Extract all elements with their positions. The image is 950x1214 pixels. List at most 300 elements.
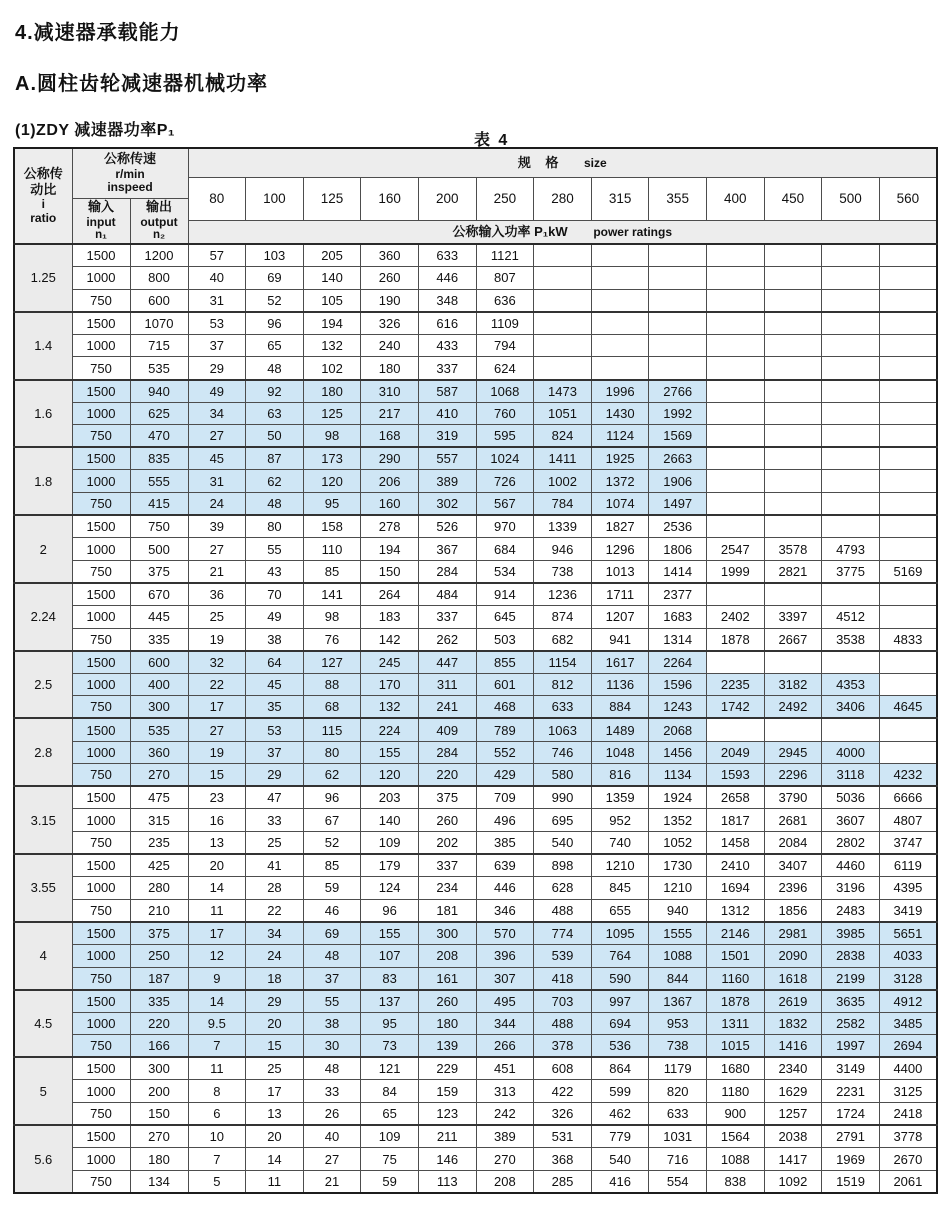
power-cell: 1015 <box>707 1035 765 1058</box>
power-cell: 5036 <box>822 786 880 809</box>
power-cell: 37 <box>303 967 361 990</box>
power-cell: 2483 <box>822 899 880 922</box>
header-output-en: output <box>140 214 178 229</box>
power-cell <box>764 515 822 538</box>
ratio-cell: 2.24 <box>14 583 72 651</box>
power-cell <box>879 244 937 267</box>
section-label: (1)ZDY 减速器功率P₁ <box>15 122 176 139</box>
input-speed-cell: 1000 <box>72 944 130 967</box>
page-title: 4.减速器承载能力 <box>15 22 181 44</box>
header-speed-en: inspeed <box>107 180 153 195</box>
power-cell: 132 <box>303 334 361 357</box>
power-cell: 1372 <box>591 470 649 493</box>
table-row <box>14 990 937 1013</box>
power-cell: 96 <box>303 786 361 809</box>
power-cell: 83 <box>361 967 419 990</box>
input-speed-cell: 1500 <box>72 312 130 335</box>
power-cell: 337 <box>418 357 476 380</box>
power-cell: 2231 <box>822 1080 880 1103</box>
power-cell: 418 <box>534 967 592 990</box>
power-cell: 137 <box>361 990 419 1013</box>
power-cell: 190 <box>361 289 419 312</box>
input-speed-cell: 1000 <box>72 267 130 290</box>
power-cell: 29 <box>246 990 304 1013</box>
header-size-400: 400 <box>707 177 765 220</box>
power-cell: 25 <box>246 1057 304 1080</box>
header-input-en: input <box>86 214 116 229</box>
power-cell: 2410 <box>707 854 765 877</box>
power-cell: 4807 <box>879 809 937 832</box>
power-cell: 98 <box>303 606 361 629</box>
power-cell: 484 <box>418 583 476 606</box>
power-cell <box>879 493 937 516</box>
power-cell: 20 <box>246 1012 304 1035</box>
power-cell: 346 <box>476 899 534 922</box>
power-cell <box>764 312 822 335</box>
power-cell: 855 <box>476 651 534 674</box>
power-cell <box>649 357 707 380</box>
power-cell <box>591 267 649 290</box>
output-speed-cell: 535 <box>130 718 188 741</box>
power-cell: 55 <box>246 538 304 561</box>
power-cell: 241 <box>418 696 476 719</box>
power-cell: 84 <box>361 1080 419 1103</box>
ratio-cell: 1.4 <box>14 312 72 380</box>
power-cell: 1154 <box>534 651 592 674</box>
power-cell: 38 <box>303 1012 361 1035</box>
power-cell <box>822 470 880 493</box>
table-row <box>14 786 937 809</box>
power-cell: 970 <box>476 515 534 538</box>
power-cell: 1694 <box>707 877 765 900</box>
table-body <box>14 244 937 1193</box>
table-row <box>14 831 937 854</box>
power-cell: 1095 <box>591 922 649 945</box>
power-cell: 534 <box>476 560 534 583</box>
power-cell: 173 <box>303 447 361 470</box>
power-cell: 554 <box>649 1170 707 1193</box>
power-cell: 158 <box>303 515 361 538</box>
power-cell <box>822 312 880 335</box>
power-cell: 488 <box>534 899 592 922</box>
power-cell: 102 <box>303 357 361 380</box>
power-cell <box>764 244 822 267</box>
power-cell: 1031 <box>649 1125 707 1148</box>
table-row <box>14 922 937 945</box>
input-speed-cell: 1500 <box>72 515 130 538</box>
power-cell: 140 <box>303 267 361 290</box>
header-size-100: 100 <box>246 177 304 220</box>
power-cell: 488 <box>534 1012 592 1035</box>
power-cell <box>879 651 937 674</box>
power-cell: 1063 <box>534 718 592 741</box>
power-cell: 53 <box>246 718 304 741</box>
header-speed <box>72 148 188 198</box>
power-cell: 1817 <box>707 809 765 832</box>
power-cell: 599 <box>591 1080 649 1103</box>
power-cell <box>879 515 937 538</box>
power-cell: 1555 <box>649 922 707 945</box>
power-cell: 1832 <box>764 1012 822 1035</box>
power-cell: 360 <box>361 244 419 267</box>
power-cell: 69 <box>303 922 361 945</box>
power-cell: 194 <box>303 312 361 335</box>
power-cell: 245 <box>361 651 419 674</box>
power-cell: 898 <box>534 854 592 877</box>
output-speed-cell: 600 <box>130 651 188 674</box>
header-output-zh: 输出 <box>146 199 173 215</box>
power-cell: 1878 <box>707 628 765 651</box>
power-cell: 38 <box>246 628 304 651</box>
power-cell: 429 <box>476 764 534 787</box>
output-speed-cell: 315 <box>130 809 188 832</box>
power-cell: 682 <box>534 628 592 651</box>
header-size-200: 200 <box>418 177 476 220</box>
power-cell: 31 <box>188 470 246 493</box>
power-cell: 127 <box>303 651 361 674</box>
output-speed-cell: 535 <box>130 357 188 380</box>
power-cell: 63 <box>246 402 304 425</box>
table-row <box>14 944 937 967</box>
power-cell: 5651 <box>879 922 937 945</box>
power-cell: 10 <box>188 1125 246 1148</box>
output-speed-cell: 360 <box>130 741 188 764</box>
power-cell: 80 <box>246 515 304 538</box>
power-cell: 140 <box>361 809 419 832</box>
power-cell: 132 <box>361 696 419 719</box>
ratio-cell: 5 <box>14 1057 72 1125</box>
power-cell: 2199 <box>822 967 880 990</box>
power-cell: 3407 <box>764 854 822 877</box>
power-cell: 462 <box>591 1103 649 1126</box>
output-speed-cell: 335 <box>130 990 188 1013</box>
power-cell: 940 <box>649 899 707 922</box>
power-cell: 98 <box>303 425 361 448</box>
power-cell <box>822 357 880 380</box>
power-cell <box>764 357 822 380</box>
power-cell: 1730 <box>649 854 707 877</box>
input-speed-cell: 750 <box>72 628 130 651</box>
header-size-250: 250 <box>476 177 534 220</box>
power-cell: 624 <box>476 357 534 380</box>
power-cell: 1430 <box>591 402 649 425</box>
power-cell: 344 <box>476 1012 534 1035</box>
power-cell <box>591 334 649 357</box>
power-cell <box>591 244 649 267</box>
power-cell: 764 <box>591 944 649 967</box>
power-cell: 3790 <box>764 786 822 809</box>
power-cell <box>534 357 592 380</box>
power-cell <box>879 289 937 312</box>
power-cell: 900 <box>707 1103 765 1126</box>
power-cell: 1367 <box>649 990 707 1013</box>
power-cell <box>879 673 937 696</box>
power-cell: 495 <box>476 990 534 1013</box>
power-cell: 567 <box>476 493 534 516</box>
power-cell: 220 <box>418 764 476 787</box>
power-cell: 85 <box>303 560 361 583</box>
header-power-strip <box>188 220 937 244</box>
ratio-cell: 1.6 <box>14 380 72 448</box>
table-row <box>14 267 937 290</box>
ratio-cell: 4.5 <box>14 990 72 1058</box>
power-cell: 48 <box>303 1057 361 1080</box>
power-cell: 65 <box>246 334 304 357</box>
power-cell: 9 <box>188 967 246 990</box>
power-cell <box>879 334 937 357</box>
power-cell: 285 <box>534 1170 592 1193</box>
power-cell: 1806 <box>649 538 707 561</box>
power-cell: 655 <box>591 899 649 922</box>
input-speed-cell: 1500 <box>72 718 130 741</box>
power-cell: 738 <box>649 1035 707 1058</box>
table-row <box>14 718 937 741</box>
power-cell <box>591 289 649 312</box>
power-cell: 17 <box>246 1080 304 1103</box>
power-cell <box>707 470 765 493</box>
power-cell: 2090 <box>764 944 822 967</box>
power-cell: 262 <box>418 628 476 651</box>
table-row <box>14 967 937 990</box>
output-speed-cell: 180 <box>130 1148 188 1171</box>
power-cell: 27 <box>303 1148 361 1171</box>
power-cell: 7 <box>188 1035 246 1058</box>
power-cell: 260 <box>418 809 476 832</box>
power-cell: 25 <box>246 831 304 854</box>
power-cell: 302 <box>418 493 476 516</box>
power-cell: 628 <box>534 877 592 900</box>
power-cell: 1121 <box>476 244 534 267</box>
power-cell: 88 <box>303 673 361 696</box>
power-cell: 23 <box>188 786 246 809</box>
power-cell <box>707 515 765 538</box>
power-cell: 45 <box>188 447 246 470</box>
power-cell: 1013 <box>591 560 649 583</box>
table-row <box>14 899 937 922</box>
power-cell: 183 <box>361 606 419 629</box>
power-cell: 645 <box>476 606 534 629</box>
power-cell: 107 <box>361 944 419 967</box>
power-cell: 64 <box>246 651 304 674</box>
output-speed-cell: 1200 <box>130 244 188 267</box>
power-cell <box>822 651 880 674</box>
power-cell: 1257 <box>764 1103 822 1126</box>
power-cell: 824 <box>534 425 592 448</box>
power-cell: 590 <box>591 967 649 990</box>
power-cell: 1068 <box>476 380 534 403</box>
power-ratings-table <box>13 147 938 1194</box>
power-cell <box>649 267 707 290</box>
power-cell: 29 <box>188 357 246 380</box>
power-cell <box>879 267 937 290</box>
power-cell: 15 <box>246 1035 304 1058</box>
power-cell: 1497 <box>649 493 707 516</box>
power-cell: 774 <box>534 922 592 945</box>
power-cell: 684 <box>476 538 534 561</box>
power-cell: 8 <box>188 1080 246 1103</box>
output-speed-cell: 415 <box>130 493 188 516</box>
output-speed-cell: 1070 <box>130 312 188 335</box>
power-cell <box>764 651 822 674</box>
power-cell: 1002 <box>534 470 592 493</box>
power-cell: 1473 <box>534 380 592 403</box>
power-cell: 31 <box>188 289 246 312</box>
power-cell: 348 <box>418 289 476 312</box>
power-cell: 264 <box>361 583 419 606</box>
power-cell <box>822 515 880 538</box>
power-cell: 337 <box>418 606 476 629</box>
power-cell <box>764 402 822 425</box>
power-cell: 997 <box>591 990 649 1013</box>
power-cell: 53 <box>188 312 246 335</box>
power-cell <box>649 312 707 335</box>
table-row <box>14 1035 937 1058</box>
power-cell: 34 <box>246 922 304 945</box>
power-cell: 2264 <box>649 651 707 674</box>
power-cell: 375 <box>418 786 476 809</box>
power-cell: 36 <box>188 583 246 606</box>
power-cell: 4000 <box>822 741 880 764</box>
power-cell: 1827 <box>591 515 649 538</box>
output-speed-cell: 270 <box>130 1125 188 1148</box>
power-cell: 389 <box>476 1125 534 1148</box>
power-cell: 409 <box>418 718 476 741</box>
table-row <box>14 1057 937 1080</box>
power-cell: 3149 <box>822 1057 880 1080</box>
power-cell <box>822 425 880 448</box>
output-speed-cell: 750 <box>130 515 188 538</box>
table-row <box>14 493 937 516</box>
power-cell: 536 <box>591 1035 649 1058</box>
input-speed-cell: 750 <box>72 899 130 922</box>
power-cell <box>764 334 822 357</box>
table-row <box>14 425 937 448</box>
input-speed-cell: 750 <box>72 289 130 312</box>
power-cell: 447 <box>418 651 476 674</box>
power-cell: 946 <box>534 538 592 561</box>
power-cell: 181 <box>418 899 476 922</box>
power-cell: 2418 <box>879 1103 937 1126</box>
output-speed-cell: 210 <box>130 899 188 922</box>
power-cell: 2667 <box>764 628 822 651</box>
output-speed-cell: 300 <box>130 1057 188 1080</box>
power-cell <box>764 447 822 470</box>
output-speed-cell: 250 <box>130 944 188 967</box>
input-speed-cell: 1000 <box>72 402 130 425</box>
power-cell <box>707 289 765 312</box>
input-speed-cell: 750 <box>72 425 130 448</box>
header-power-en: power ratings <box>593 224 672 239</box>
output-speed-cell: 670 <box>130 583 188 606</box>
power-cell: 1180 <box>707 1080 765 1103</box>
power-cell: 180 <box>361 357 419 380</box>
header-size-500: 500 <box>822 177 880 220</box>
power-cell <box>764 583 822 606</box>
table-row <box>14 515 937 538</box>
power-cell: 1906 <box>649 470 707 493</box>
power-cell <box>707 380 765 403</box>
power-cell: 1924 <box>649 786 707 809</box>
input-speed-cell: 1500 <box>72 786 130 809</box>
power-cell: 468 <box>476 696 534 719</box>
power-cell: 1969 <box>822 1148 880 1171</box>
power-cell: 1296 <box>591 538 649 561</box>
power-cell: 12 <box>188 944 246 967</box>
power-cell: 3406 <box>822 696 880 719</box>
power-cell <box>649 334 707 357</box>
power-cell: 18 <box>246 967 304 990</box>
power-cell <box>649 289 707 312</box>
power-cell: 884 <box>591 696 649 719</box>
power-cell: 608 <box>534 1057 592 1080</box>
power-cell <box>707 334 765 357</box>
power-cell: 9.5 <box>188 1012 246 1035</box>
ratio-cell: 2 <box>14 515 72 583</box>
power-cell: 155 <box>361 741 419 764</box>
power-cell: 150 <box>361 560 419 583</box>
power-cell: 1136 <box>591 673 649 696</box>
power-cell: 70 <box>246 583 304 606</box>
power-cell <box>879 538 937 561</box>
power-cell: 1109 <box>476 312 534 335</box>
power-cell: 633 <box>649 1103 707 1126</box>
power-cell: 3196 <box>822 877 880 900</box>
power-cell: 446 <box>418 267 476 290</box>
power-cell: 109 <box>361 831 419 854</box>
power-cell <box>707 447 765 470</box>
power-cell: 1311 <box>707 1012 765 1035</box>
power-cell: 446 <box>476 877 534 900</box>
power-cell: 47 <box>246 786 304 809</box>
power-cell <box>764 470 822 493</box>
power-cell: 55 <box>303 990 361 1013</box>
power-cell <box>822 289 880 312</box>
power-cell: 234 <box>418 877 476 900</box>
table-row <box>14 673 937 696</box>
section-row <box>13 117 937 149</box>
power-cell: 4395 <box>879 877 937 900</box>
power-cell: 4232 <box>879 764 937 787</box>
power-cell: 21 <box>188 560 246 583</box>
power-cell: 40 <box>303 1125 361 1148</box>
power-cell: 17 <box>188 922 246 945</box>
output-speed-cell: 280 <box>130 877 188 900</box>
power-cell: 1925 <box>591 447 649 470</box>
power-cell: 27 <box>188 538 246 561</box>
power-cell: 242 <box>476 1103 534 1126</box>
power-cell: 952 <box>591 809 649 832</box>
power-cell: 103 <box>246 244 304 267</box>
power-cell: 1048 <box>591 741 649 764</box>
power-cell: 284 <box>418 741 476 764</box>
power-cell: 2945 <box>764 741 822 764</box>
power-cell <box>707 357 765 380</box>
power-cell: 531 <box>534 1125 592 1148</box>
power-cell: 14 <box>188 877 246 900</box>
power-cell: 6119 <box>879 854 937 877</box>
power-cell: 2802 <box>822 831 880 854</box>
power-cell: 11 <box>246 1170 304 1193</box>
power-cell <box>707 493 765 516</box>
power-cell: 1593 <box>707 764 765 787</box>
table-row <box>14 741 937 764</box>
power-cell: 1999 <box>707 560 765 583</box>
power-cell: 2340 <box>764 1057 822 1080</box>
power-cell <box>879 470 937 493</box>
power-cell: 33 <box>303 1080 361 1103</box>
power-cell: 57 <box>188 244 246 267</box>
power-cell: 1724 <box>822 1103 880 1126</box>
